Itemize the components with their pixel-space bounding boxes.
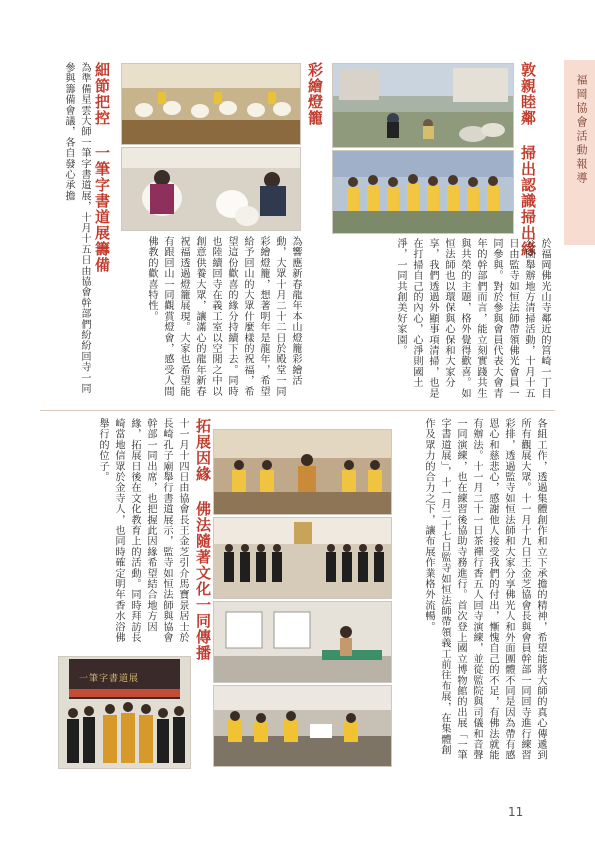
- body-calligraphy: 為準備星雲大師一筆字書道展，十月十五日由協會幹部們紛紛回寺一同參與籌備會議，各自發心承擔: [63, 62, 90, 394]
- body-lanterns: 為響應新春龍年本山燈籠彩繪活動，大眾十月二十二日於殿堂一同彩繪燈籠，想著明年是龍年，希望給予回山的大眾什麼樣的祝福，希望這份歡喜的緣分持續下去。同時也陸續回寺在義工室以空閒之中以創意供養大眾，讓滿心的龍年新春祝福透過燈籠展現。大家也希望能有跟回山一同觀賞燈會，感受人間佛教的歡喜特性。: [146, 236, 301, 397]
- divider: [40, 410, 555, 411]
- body-calligraphy-continued: 各組工作，透過集體創作和立下承擔的精神，希望能將大師的真心傳遞到所有觀展大眾。十一月十九日王金芝協會長與會員幹部一同回寺進行練習彩排，透過監寺如恒法師和大家分享佛光人和外面團體不同是因為帶有感恩心和慈悲心，感謝他人接受我們的付出，慚愧自己的不足，有佛法就能有辦法。十一月二十一日茶禪行香五人回寺演練，並從監院與司儀和音聲一同演練，也在練習後協助寺務進行。首次登上國立博物館的出展「一筆字書道展」，十一月二十七日監寺如恒法師帶領義工前往布展，在集體創作及眾力的合力之下，讓布展作業格外流暢。: [423, 418, 546, 761]
- headline-neighbors: 敦親睦鄰 掃出認識掃出緣: [519, 62, 537, 257]
- photo-cleanup-park: [332, 63, 514, 148]
- headline-calligraphy: 細節把控 一筆字書道展籌備: [93, 62, 111, 273]
- body-culture: 十一月十四日由協會長王金芝引介馬寶景居士於長崎孔子廟舉行書道展示，監寺如恒法師與協會幹部一同出席，也把握此因緣希望結合地方因緣，拓展日後在文化教育上的活動。同時拜訪長崎當地信眾於金寺人，也同時確定明年香水浴佛舉行的位子。: [97, 418, 188, 643]
- headline-lanterns: 彩繪燈籠: [306, 62, 324, 126]
- photo-meeting-room: [213, 429, 392, 515]
- photo-banner-group: [58, 656, 191, 769]
- body-neighbors: 於福岡佛光山寺鄰近的筥崎一丁目公園舉辦地方清掃活動，十月十五日由監寺如恒法師帶領佛光會員一同參與。對於參與會員代表大會青年的幹部們而言，能立刻實踐共生與共榮的主題，格外覺得歡喜。如恒法師也以環保與心保和大家分享，我們透過外顯事項清掃，也是在打掃自己的內心，心淨則國土淨，一同共創美好家園。: [395, 238, 550, 399]
- photo-cleanup-group: [332, 150, 514, 234]
- photo-lantern-painting: [121, 147, 301, 231]
- photo-exhibition-setup: [213, 601, 392, 683]
- banner-caption: 一筆字書道展: [79, 674, 140, 684]
- photo-rehearsal-line: [213, 517, 392, 599]
- photo-exhibition-visitors: [213, 685, 392, 767]
- headline-culture: 拓展因緣 佛法隨著文化一同傳播: [194, 418, 212, 661]
- section-side-tab: [564, 60, 595, 245]
- body-calligraphy-part1: [56, 62, 92, 398]
- page-number: 11: [508, 805, 524, 819]
- photo-lantern-hall: [121, 63, 301, 145]
- side-tab-label: 福岡協會活動報導: [575, 74, 588, 186]
